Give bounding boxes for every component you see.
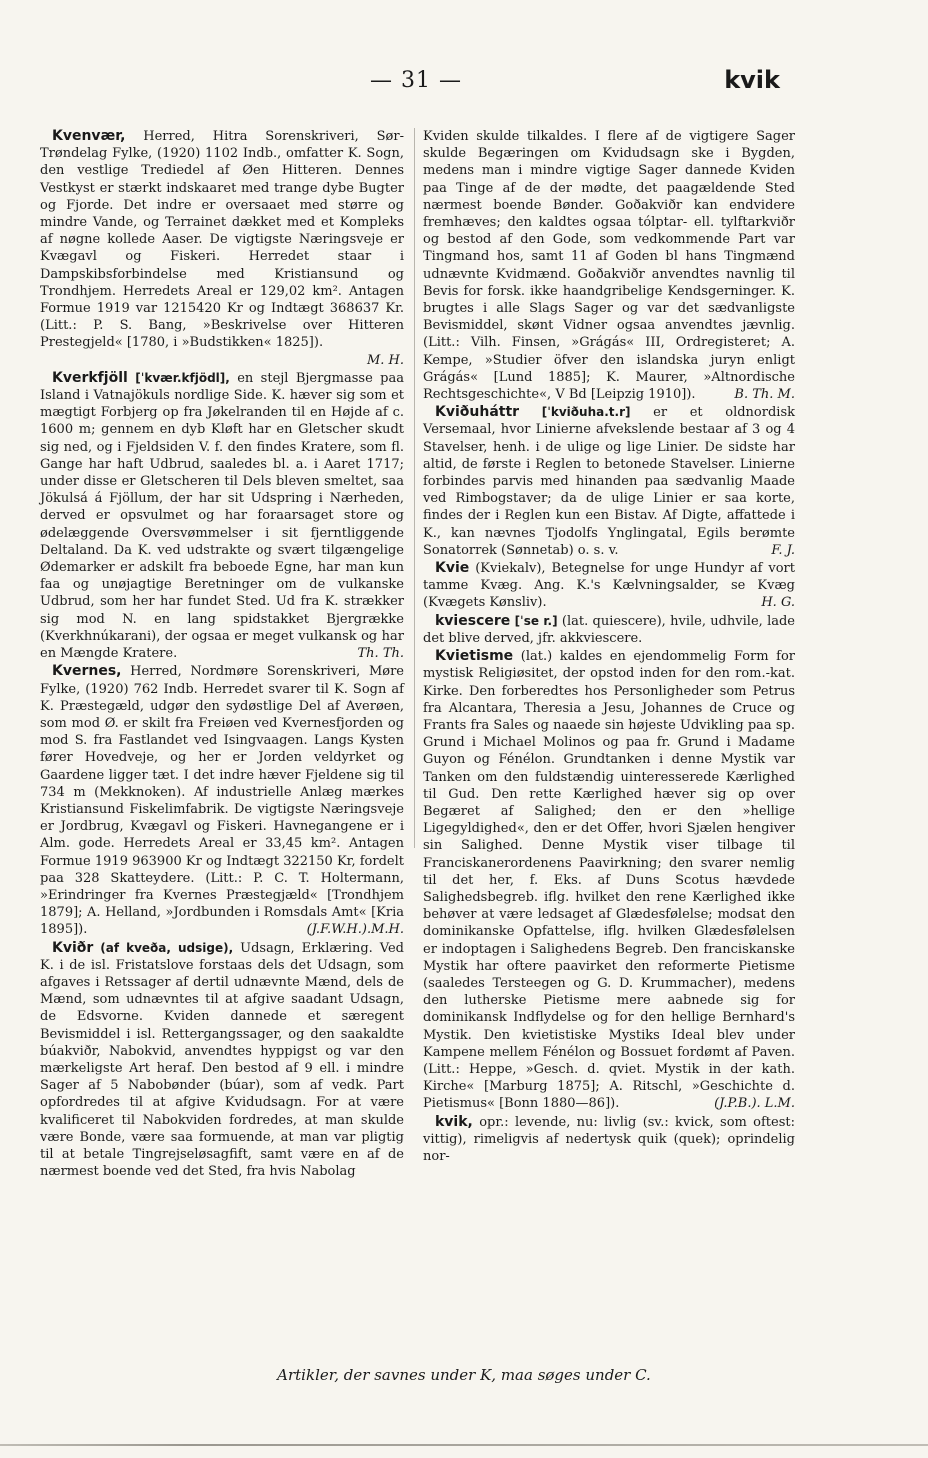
left-column <box>40 128 404 1181</box>
pronunciation: [ˈkvær.kfjödl], <box>135 370 230 385</box>
headword: Kviðuháttr <box>435 404 520 421</box>
pronunciation: [ˈse r.] <box>514 613 558 628</box>
author-signature: M. H. <box>366 352 404 368</box>
headword: Kvietisme <box>435 648 514 665</box>
headword: Kvie <box>435 560 470 577</box>
article-kvik <box>423 1114 795 1166</box>
article-text: (Kviekalv), Betegnelse for unge Hundyr af vort tamme Kvæg. Ang. K.'s Kælvningsalder, se Kvæg (Kvægets Kønsliv). <box>423 561 795 611</box>
headword: Kvenvær, <box>52 128 126 144</box>
page-header <box>120 64 780 104</box>
running-head: kvik <box>724 66 780 94</box>
article-text: Herred, Hitra Sorenskriveri, Sør-Trøndelag Fylke, (1920) 1102 Indb., omfatter K. Sogn, den vestlige Trediedel af Øen Hitteren. Dennes Vestkyst er stærkt indskaaret med trange dybe Bugter og Fjorde. Det indre er oversaaet med større og mindre Vande, og Terrainet dækket med et Kompleks af nøgne kollede Aaser. De vigtigste Næringsveje er Kvægavl og Fiskeri. Herredet staar i Dampskibsforbindelse med Kristiansund og Trondhjem. Herredets Areal er 129,02 km². Antagen Formue 1919 var 1215420 Kr og Indtægt 368637 Kr. (Litt.: P. S. Bang, »Beskrivelse over Hitteren Prestegjeld« [1780, i »Budstikken« 1825]). <box>40 129 404 351</box>
article-kvidr-continued <box>423 128 795 403</box>
article-kverkfjoll <box>40 370 404 662</box>
author-signature: (J.F.W.H.).M.H. <box>306 922 404 938</box>
article-kvie <box>423 560 795 612</box>
etymology: (af kveða, udsige), <box>100 940 234 955</box>
page-number: — 31 — <box>370 68 462 93</box>
article-text: er et oldnordisk Versemaal, hvor Linierne afvekslende bestaar af 3 og 4 Stavelser, henh. i de ulige og lige Linier. De sidste har altid, de første i Reglen to betonede Stavelser. Linierne forbindes parvis med hinanden paa sædvanlig Maade ved Rimbogstaver; da de ulige Linier er saa korte, findes der i Reglen kun een Bistav. Af Digte, affattede i K., kan nævnes Tjodolfs Ynglingatal, Egils berømte Sonatorrek (Sønnetab) o. s. v. <box>423 405 796 558</box>
article-kvernes <box>40 663 404 938</box>
article-text: opr.: levende, nu: livlig (sv.: kvick, som oftest: vittig), rimeligvis af nedertysk quik (quek); oprindelig nor- <box>423 1114 795 1164</box>
author-signature: (J.P.B.). L.M. <box>714 1096 795 1112</box>
headword: Kviðr <box>52 939 94 956</box>
column-divider <box>414 128 415 848</box>
headword: Kverkfjöll <box>52 369 128 386</box>
headword: kviescere <box>435 612 511 629</box>
headword: Kvernes, <box>52 663 122 680</box>
page-edge-rule <box>0 1444 928 1446</box>
article-kviescere <box>423 613 795 647</box>
article-kviduhattr <box>423 404 795 559</box>
right-column <box>423 128 795 1166</box>
article-kvidr <box>40 940 404 1181</box>
headword: kvik, <box>435 1113 473 1130</box>
author-signature: Th. Th. <box>357 646 404 662</box>
article-text: en stejl Bjergmasse paa Island i Vatnajökuls nordlige Side. K. hæver sig som et mægtigt Forbjerg op fra Jøkelranden til en Højde af c. 1600 m; gennem en dyb Kløft har en Gletscher skudt sig ned, og i Fjeldsiden V. f. den findes Kratere, som fl. Gange har haft Udbrud, saaledes bl. a. i Aaret 1717; under disse er Gletscheren til Dels bleven smeltet, saa Jökulsá á Fjöllum, der har sit Udspring i Nærheden, derved er opsvulmet og har foraarsaget store og ødelæggende Oversvømmelser i sit fjerntliggende Deltaland. Da K. ved udstrakte og svært tilgængelige Ødemarker er adskilt fra beboede Egne, har man kun faa og unøjagtige Beretninger om de vulkanske Udbrud, som her har fundet Sted. Ud fra K. strækker sig mod N. en lang spidstakket Bjergrække (Kverkhnúkarani), der ogsaa er meget vulkansk og har en Mængde Kratere. <box>40 370 404 662</box>
article-text: Kviden skulde tilkaldes. I flere af de vigtigere Sager skulde Begæringen om Kvidudsagn ske i Bygden, medens man i mindre vigtige Sager dannede Kviden paa Tinge af de der mødte, det paagældende Sted nærmest boende Bønder. Goðakviðr kan endvidere fremhæves; den kaldtes ogsaa tólptar- ell. tylftarkviðr og bestod af den Gode, som vedkommende Part var Tingmand hos, samt 11 af Goden bl hans Tingmænd udnævnte Kvidmænd. Goðakviðr anvendtes navnlig til Bevis for forsk. ikke haandgribelige Kendsgerninger. K. brugtes i alle Slags Sager og var det sædvanligste Bevismiddel, skønt Vidner ogsaa anvendtes jævnlig. (Litt.: Vilh. Finsen, »Grágás« III, Ordregisteret; A. Kempe, »Studier öfver den islandska juryn enligt Grágás« [Lund 1885]; K. Maurer, »Altnordische Rechtsgeschichte«, V Bd [Leipzig 1910]). <box>423 129 795 403</box>
article-kvenvaer <box>40 128 404 369</box>
author-signature: H. G. <box>761 595 795 611</box>
author-signature: F. J. <box>771 542 795 558</box>
article-text: Udsagn, Erklæring. Ved K. i de isl. Fristatslove forstaas dels det Udsagn, som afgaves i Retssager af dertil udnævnte Mænd, dels de Mænd, som udnævntes til at afgive saadant Udsagn, de Edsvorne. Kviden dannede et særegent Bevismiddel i isl. Rettergangssager, og den saakaldte búakviðr, Nabokvid, anvendtes hyppigst og var den mærkeligste Art heraf. Den bestod af 9 ell. i mindre Sager af 5 Nabobønder (búar), som af vedk. Part opfordredes til at afgive Kvidudsagn. For at være kvalificeret til Nabokviden fordredes, at man skulde være Bonde, være saa formuende, at man var pligtig til at betale Tingrejseløsagfift, samt være en af de nærmest boende ved det Sted, fra hvis Nabolag <box>40 940 404 1180</box>
article-text: (lat.) kaldes en ejendommelig Form for mystisk Religiøsitet, der opstod inden for den rom.-kat. Kirke. Den forberedtes hos Personligheder som Petrus fra Alcantara, Theresia a Jesu, Johannes de Cruce og Frants fra Sales og naaede sin højeste Udvikling paa sp. Grund i Michael Molinos og paa fr. Grund i Madame Guyon og Fénélon. Grundtanken i denne Mystik var Tanken om den fuldstændig uinteresserede Kærlighed til Gud. Den rette Kærlighed hæver sig op over Begæret af Salighed; den er den »hellige Ligegyldighed«, den er det Offer, hvori Sjælen hengiver sin Salighed. Denne Mystik viser tilbage til Franciskanerordenens Paavirkning; den svarer nemlig til det her, f. Eks. af Duns Scotus hævdede Salighedsbegreb. iflg. hvilket den rene Kærlighed ikke behøver at være ledsaget af Glædesfølelse; modsat den dominikanske Opfattelse, iflg. hvilken Glædesfølelsen er indoptagen i Salighedens Begreb. Den franciskanske Mystik har oftere paavirket den reformerte Pietisme (saaledes Tersteegen og G. D. Krummacher), medens den lutherske Pietisme mere aabnede sig for dominikansk Indflydelse og for den hellige Bernhard's Mystik. Den kvietistiske Mystiks Ideal blev under Kampene mellem Fénélon og Bossuet fordømt af Paven. (Litt.: Heppe, »Gesch. d. qviet. Mystik in der kath. Kirche« [Marburg 1875]; A. Ritschl, »Geschichte d. Pietismus« [Bonn 1880—86]). <box>423 649 796 1112</box>
author-signature: B. Th. M. <box>734 387 795 403</box>
article-kvietisme <box>423 648 795 1112</box>
article-text: (lat. quiescere), hvile, udhvile, lade det blive derved, jfr. akkviescere. <box>423 613 795 646</box>
article-text: Herred, Nordmøre Sorenskriveri, Møre Fylke, (1920) 762 Indb. Herredet svarer til K. Sogn af K. Præstegæld, udgør den sydøstlige Del af Averøen, som mod Ø. er skilt fra Freiøen ved Kvernesfjorden og mod S. fra Fastlandet ved Isingvaagen. Langs Kysten fører Hovedveje, og her er Jorden veldyrket og Gaardene ligger tæt. I det indre hæver Fjeldene sig til 734 m (Mekknoken). Af industrielle Anlæg mærkes Kristiansund Fiskelimfabrik. De vigtigste Næringsveje er Jordbrug, Kvægavl og Fiskeri. Havnegangene er i Alm. gode. Herredets Areal er 33,45 km². Antagen Formue 1919 963900 Kr og Indtægt 322150 Kr, fordelt paa 328 Skatteydere. (Litt.: P. C. T. Holtermann, »Erindringer fra Kvernes Præstegjæld« [Trondhjem 1879]; A. Helland, »Jordbunden i Romsdals Amt« [Kria 1895]). <box>40 664 404 938</box>
footer-note: Artikler, der savnes under K, maa søges under C. <box>277 1366 651 1384</box>
pronunciation: [ˈkviðuha.t.r] <box>541 405 631 420</box>
